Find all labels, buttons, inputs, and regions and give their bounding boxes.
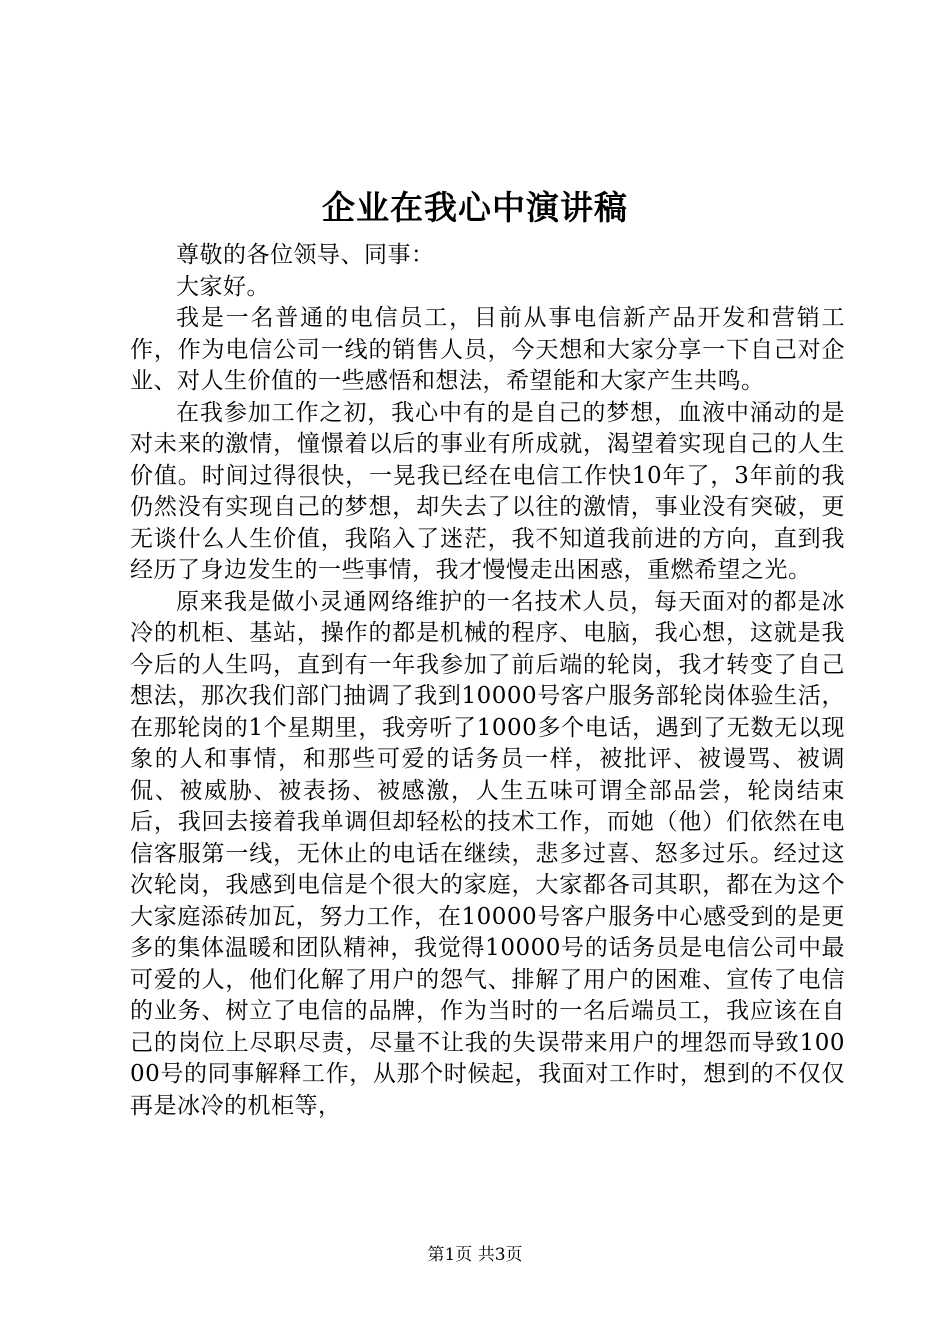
body-paragraph: 原来我是做小灵通网络维护的一名技术人员，每天面对的都是冰冷的机柜、基站，操作的都是机械的程序、电脑，我心想，这就是我今后的人生吗，直到有一年我参加了前后端的轮岗，我才转变了自己想法，那次我们部门抽调了我到10000号客户服务部轮岗体验生活，在那轮岗的1个星期里，我旁听了1000多个电话，遇到了无数无以现象的人和事情，和那些可爱的话务员一样，被批评、被谩骂、被调侃、被威胁、被表扬、被感激，人生五味可谓全部品尝，轮岗结束后，我回去接着我单调但却轻松的技术工作，而她（他）们依然在电信客服第一线，无休止的电话在继续，悲多过喜、怒多过乐。经过这次轮岗，我感到电信是个很大的家庭，大家都各司其职，都在为这个大家庭添砖加瓦，努力工作，在10000号客户服务中心感受到的是更多的集体温暖和团队精神，我觉得10000号的话务员是电信公司中最可爱的人，他们化解了用户的怨气、排解了用户的困难、宣传了电信的业务、树立了电信的品牌，作为当时的一名后端员工，我应该在自己的岗位上尽职尽责，尽量不让我的失误带来用户的埋怨而导致10000号的同事解释工作，从那个时候起，我面对工作时，想到的不仅仅再是冰冷的机柜等，: [130, 588, 845, 1119]
salutation-paragraph: 尊敬的各位领导、同事：: [176, 242, 435, 268]
page-number-footer: 第1页 共3页: [427, 1245, 523, 1265]
body-paragraph: 在我参加工作之初，我心中有的是自己的梦想，血液中涌动的是对未来的激情，憧憬着以后的事业有所成就，渴望着实现自己的人生价值。时间过得很快，一晃我已经在电信工作快10年了，3年前的我仍然没有实现自己的梦想，却失去了以往的激情，事业没有突破，更无谈什么人生价值，我陷入了迷茫，我不知道我前进的方向，直到我经历了身边发生的一些事情，我才慢慢走出困惑，重燃希望之光。: [130, 399, 845, 583]
document-body: [130, 240, 845, 1122]
greeting-paragraph: 大家好。: [176, 273, 270, 300]
document-title: 企业在我心中演讲稿: [322, 188, 628, 227]
body-paragraph: 我是一名普通的电信员工，目前从事电信新产品开发和营销工作，作为电信公司一线的销售人员，今天想和大家分享一下自己对企业、对人生价值的一些感悟和想法，希望能和大家产生共鸣。: [130, 305, 845, 394]
